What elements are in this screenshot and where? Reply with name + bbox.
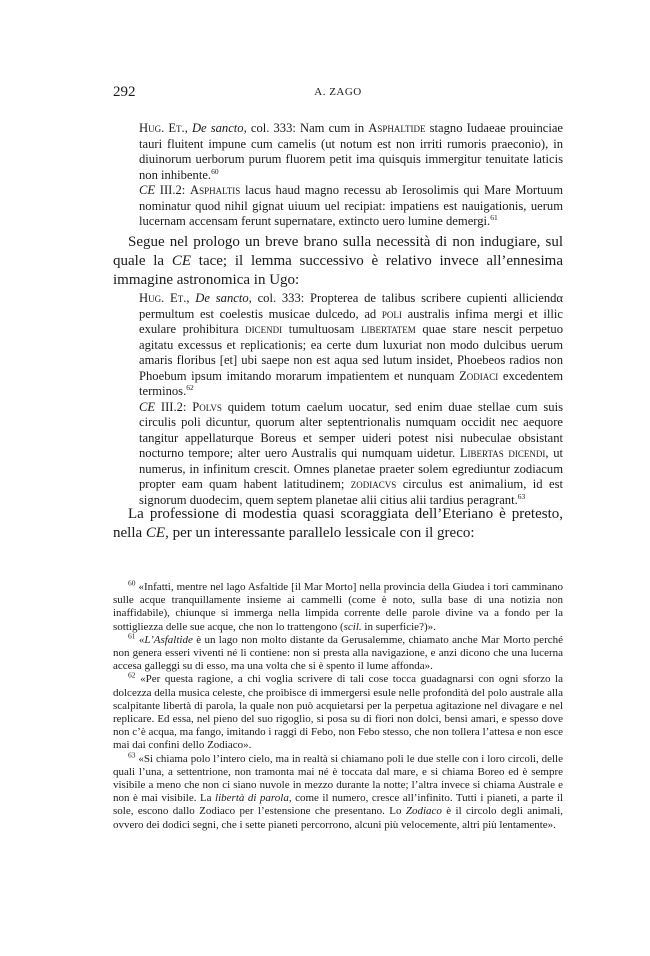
footnote-60: $^{60}$ «Infatti, mentre nel lago Asfaltide [il Mar Morto] nella provincia della Giudea i tori camminano sulle acque tranquillamente insieme ai cammelli (come è noto, sulla base di una notizia non inaffidabile), chiunque si immerga nella limpida corrente delle parole divine va a fondo per la sottigliezza delle sue acque, che non lo trattengono (scil. in superficie?)».	[113, 578, 563, 633]
block-quote-1	[139, 121, 563, 230]
footnote-ref-61[interactable]: 61	[490, 212, 498, 222]
footnote-ref-62[interactable]: 62	[186, 382, 194, 392]
page-number: 292	[113, 84, 136, 100]
quote-hugo-2: Hug. Et., De sancto, col. 333: Propterea de talibus scribere cupienti alliciendα permultum est coelestis musicae dulcedo, ad poli australis infima mergi et illic exulare prohibitura dicendi tumultuosam libertatem quae stare nescit perpetuo agitatu excessus et replicationis; ea certe dum luxuriat non modo dulcibus uerum amaris floribus [et] ubi saepe non est aqua sed lutum insidet, Phoebeos radios non Phoebum ipsum imitando morarum impatientem et nunquam Zodiaci excedentem terminos.$^{62}$	[139, 291, 564, 398]
footnotes	[113, 578, 563, 832]
footnote-ref-60[interactable]: 60	[211, 166, 219, 176]
running-head: A. ZAGO	[314, 86, 362, 98]
block-quote-2	[139, 291, 563, 508]
body-paragraph-2: La professione di modestia quasi scoraggiata dell’Eteriano è pretesto, nella CE, per un interessante parallelo lessicale con il greco:	[113, 506, 563, 541]
footnote-61: $^{61}$ «L’Asfaltide è un lago non molto distante da Gerusalemme, chiamato anche Mar Morto perché non genera esseri viventi né li contiene: non si presta alla navigazione, e anzi dicono che una lucerna accesa galleggi su di esso, ma una volta che si è spento il lume affonda».	[113, 631, 563, 673]
quote-hugo-1: Hug. Et., De sancto, col. 333: Nam cum in Asphaltide stagno Iudaeae prouinciae tauri fluitent impune cum camelis (ut notum est non irriti rumoris praeconio), in diuinorum uerborum purum fluorem petit ima quisquis immergitur tenuitate laticis non inhibente.$^{60}$	[139, 121, 564, 182]
quote-ce-1: CE III.2: Asphaltis lacus haud magno recessu ab Ierosolimis qui Mare Mortuum nominatur quod nihil gignat uiuum uel recipiat: impatiens est nauigationis, uerum lucernam accensam ferunt supernatare, extincto uero lumine demergi.$^{61}$	[139, 183, 564, 228]
page-header	[113, 84, 563, 104]
body-paragraph-1: Segue nel prologo un breve brano sulla necessità di non indugiare, sul quale la CE tace; il lemma successivo è relativo invece all’ennesima immagine astronomica in Ugo:	[113, 234, 563, 288]
quote-ce-2: CE III.2: Polvs quidem totum caelum uocatur, sed enim duae stellae cum suis circulis poli dicuntur, quorum alter septentrionalis numquam occidit nec aequore tangitur appellaturque Boreus et semper uideri potest nisi nubeculae obsistant nocturno tempore; alter uero Australis qui numquam uidetur. Libertas dicendi, ut numerus, in infinitum crescit. Omnes planetae praeter solem egrediuntur zodiacum propter eam quam habent latitudinem; zodiacvs circulus est animalium, id est signorum duodecim, quem septem planetae alii citius alii tardius peragrant.$^{63}$	[139, 399, 563, 507]
footnote-63: $^{63}$ «Si chiama polo l’intero cielo, ma in realtà si chiamano poli le due stelle con i loro circoli, delle quali l’una, a settentrione, non tramonta mai né è toccata dal mare, e si chiama Boreo ed è sempre visibile a meno che non ci siano nuvole in mezzo durante la notte; l’altra invece si chiama Australe e non è mai visibile. La libertà di parola, come il numero, cresce all’infinito. Tutti i pianeti, a parte il sole, escono dallo Zodiaco per l’estensione che presentano. Lo Zodiaco è il circolo degli animali, ovvero dei dodici segni, che i sette pianeti percorrono, alcuni più velocemente, altri più lentamente».	[113, 749, 563, 831]
footnote-62: $^{62}$ «Per questa ragione, a chi voglia scrivere di tali cose tocca guadagnarsi con ogni sforzo la dolcezza della musica celeste, che proibisce di immergersi esule nelle profondità del polo australe alla scalpitante libertà di parola, la quale non può acquietarsi per la perpetua agitazione nel divagare e nel replicare. Ed essa, nel pieno del suo rigoglio, si posa su di fiori non dolci, bensì amari, e spesso dove non c’è acqua, ma fango, imitando i raggi di Febo, non Febo stesso, che non tollera l’attesa e non esce mai dai confini dello Zodiaco».	[113, 670, 563, 752]
footnote-ref-63[interactable]: 63	[517, 491, 526, 501]
